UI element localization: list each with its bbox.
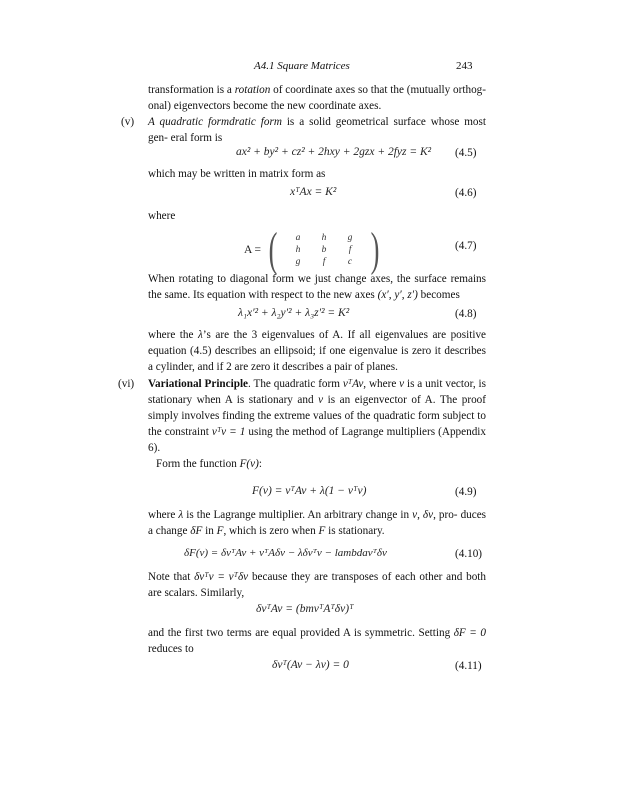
equation-4-10: δF(v) = δvᵀAv + vᵀAδv − λδvᵀv − lambdavᵀδv [184,547,387,559]
vp-text-1: . The quadratic form [248,378,340,390]
lambda-text-2: ’s are the 3 eigenvalues of A. If all eigenvalues are positive equation (4.5) describes an ellipsoid; if one eigenvalue is zero it describes a cylinder, and if 2 are zero it describes a pair of planes. [148,329,487,373]
item-v-label: (v) [121,116,135,128]
delta-f-symbol: δF [190,525,203,537]
equation-number-4-5: (4.5) [455,147,477,159]
where2-text: where [148,509,176,521]
variational-principle-title: Variational Principle [148,378,249,390]
equation-number-4-10: (4.10) [455,548,483,560]
equation-number-4-6: (4.6) [455,187,477,199]
equation-number-4-7: (4.7) [455,240,477,252]
equation-similarly: δvᵀAv = (bmvᵀAᵀδv)ᵀ [256,603,354,615]
matrix-entry: a [295,233,301,243]
lagrange-lambda-symbol: λ [178,509,184,521]
matrix-entry: b [321,245,327,255]
item-v-lead [148,114,486,146]
delta-f-zero: δF = 0 [453,627,486,639]
variational-paragraph [148,376,486,456]
intro-text-2: of coordinate axes so that the (mutually orthog- onal) eigenvectors become the new coordinate axes. [148,84,486,112]
form-function-line [156,456,262,472]
constraint-equation: vᵀv = 1 [211,426,246,438]
running-header-title: A4.1 Square Matrices [254,60,350,72]
matrix-entry: g [295,257,301,267]
note-equation: δvᵀv = vᵀδv [194,571,249,583]
item-v-title: A quadratic formdratic form [148,116,282,128]
note-paragraph [148,569,486,601]
equation-4-6: xᵀAx = K² [290,186,337,198]
matrix-grid [281,233,367,267]
rotate-text: When rotating to diagonal form we just change axes, the surface remains the same. Its equation with respect to the new axes [148,273,486,301]
lagrange-paragraph: where λ is the Lagrange multiplier. An arbitrary change in v, δv, pro- duces a change δF in F, which is zero when F is stationary. [148,509,487,537]
equation-4-5: ax² + by² + cz² + 2hxy + 2gzx + 2fyz = K² [236,146,432,158]
lambda-symbol: λ [197,329,203,341]
equation-4-8: λ₁x′² + λ₂y′² + λ₃z′² = K² [238,307,350,319]
where2-post-text: , pro- [433,509,458,521]
left-paren: ( [268,223,278,276]
symmetric-paragraph [148,625,486,657]
rotate-paragraph [148,271,486,303]
change-text-1: duces a change [148,509,487,537]
matrix-a [265,223,383,276]
where2-mid-text: is the Lagrange multiplier. An arbitrary change in [186,509,410,521]
matrix-a-definition [244,223,383,276]
f-symbol: F [216,525,224,537]
vp-text-3: is a unit vector, is stationary when A is stationary and [148,378,486,406]
vp-text-5: using the method of Lagrange multipliers (Appendix 6). [148,426,486,454]
eigenvalue-paragraph [148,327,486,375]
page-number: 243 [456,60,473,72]
intro-text-1: transformation is a [148,84,235,96]
becomes-text: becomes [420,289,460,301]
where2-v-symbol: v [412,509,418,521]
equation-number-4-8: (4.8) [455,308,477,320]
symmetric-text-2: reduces to [148,643,194,655]
change-text-2: , which is zero when [223,525,316,537]
symmetric-text-1: and the first two terms are equal provided A is symmetric. Setting [148,627,451,639]
matrix-lhs: A = [244,244,262,256]
equation-number-4-11: (4.11) [455,660,482,672]
equation-4-9: F(v) = vᵀAv + λ(1 − vᵀv) [252,485,367,497]
form-function-symbol: F(v) [239,458,259,470]
intro-rotation-emphasis: rotation [234,84,271,96]
form-function-colon: : [258,458,262,470]
f-symbol-2: F [318,525,326,537]
item-v-lead-text: is a solid geometrical surface whose most gen- eral form is [148,116,486,144]
new-axes-symbol: (x′, y′, z′) [377,289,418,301]
vp-text-4: is an eigenvector of A. The proof simply involves finding the extreme values of the quadratic form subject to the constraint [148,394,486,438]
lambda-text-1: where the [148,329,194,341]
right-paren: ) [370,223,380,276]
equation-4-11: δvᵀ(Av − λv) = 0 [272,659,349,671]
change-end-text: is stationary. [328,525,385,537]
matrix-entry: h [321,233,327,243]
item-vi-label: (vi) [118,378,135,390]
quadratic-form-symbol: vᵀAv [342,378,364,390]
matrix-entry: h [295,245,301,255]
matrix-entry: f [322,257,326,267]
vp-text-2: , where [363,378,397,390]
equation-number-4-9: (4.9) [455,486,477,498]
where-label: where [148,210,176,222]
matrix-form-text: which may be written in matrix form as [148,168,326,180]
where2-dv-symbol: δv [422,509,434,521]
intro-paragraph [148,82,486,114]
matrix-entry: f [348,245,352,255]
note-text-2: because they are transposes of each other and both are scalars. Similarly, [148,571,486,599]
change-in-text: in [205,525,214,537]
v-symbol: v [399,378,405,390]
v-symbol-2: v [318,394,324,406]
note-text-1: Note that [148,571,191,583]
matrix-entry: c [347,257,353,267]
matrix-entry: g [347,233,353,243]
form-function-text: Form the function [156,458,237,470]
